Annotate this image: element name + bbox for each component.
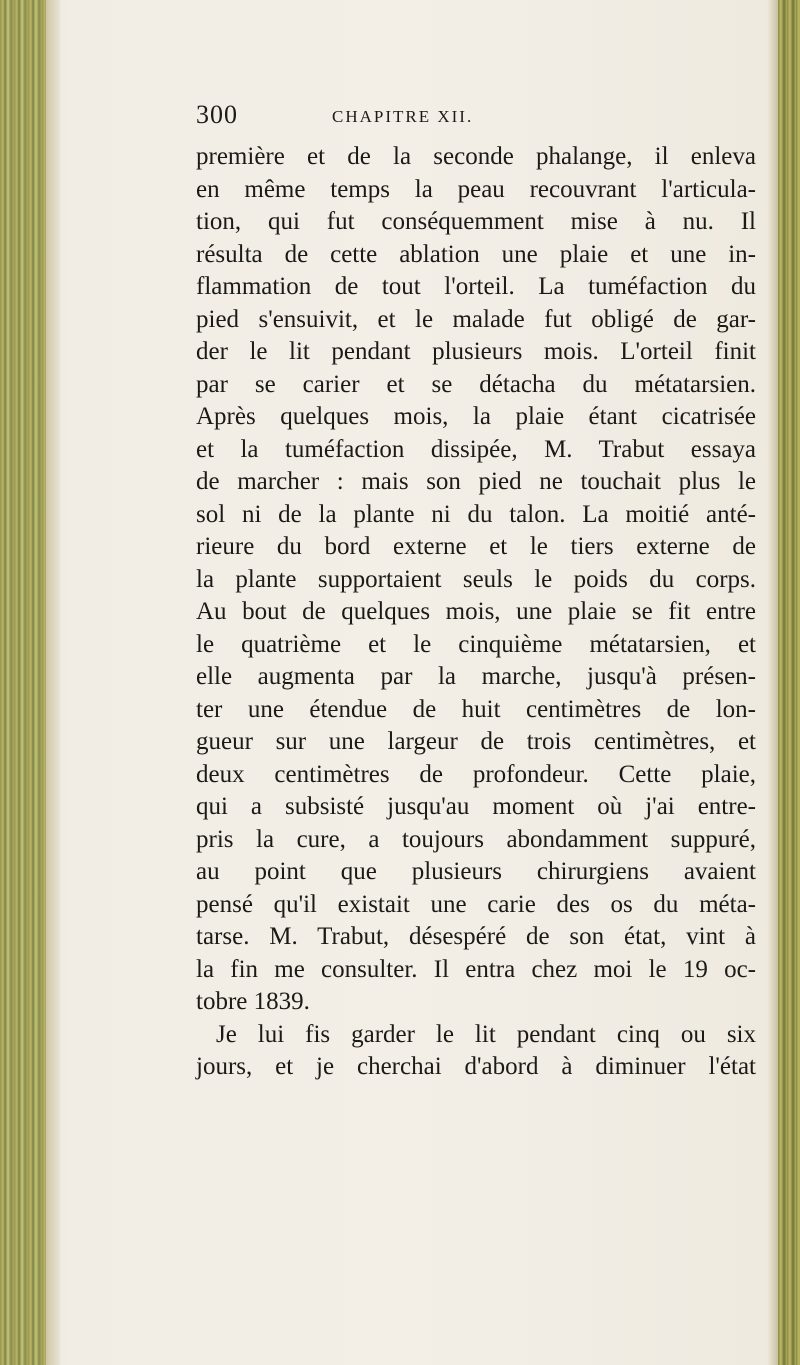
text-line: gueur sur une largeur de trois centimètres, et bbox=[196, 728, 756, 755]
text-line: le quatrième et le cinquième métatarsien, et bbox=[196, 630, 756, 658]
text-line: première et de la seconde phalange, il enleva bbox=[196, 143, 756, 170]
text-line: Au bout de quelques mois, une plaie se fit entre bbox=[196, 598, 756, 625]
text-line: résulta de cette ablation une plaie et une in- bbox=[196, 240, 756, 268]
text-line: rieure du bord externe et le tiers externe de bbox=[196, 533, 756, 560]
text-line: deux centimètres de profondeur. Cette plaie, bbox=[196, 760, 756, 788]
text-line: par se carier et se détacha du métatarsien. bbox=[196, 370, 756, 398]
text-line: flammation de tout l'orteil. La tuméfaction du bbox=[196, 273, 756, 300]
text-line: au point que plusieurs chirurgiens avaient bbox=[196, 858, 756, 885]
paragraph-start-line: Je lui fis garder le lit pendant cinq ou six bbox=[216, 1020, 756, 1048]
text-line: et la tuméfaction dissipée, M. Trabut essaya bbox=[196, 435, 756, 463]
text-line: jours, et je cherchai d'abord à diminuer l'état bbox=[196, 1053, 756, 1080]
text-line: pied s'ensuivit, et le malade fut obligé de gar- bbox=[196, 305, 756, 333]
text-line: qui a subsisté jusqu'au moment où j'ai entre- bbox=[196, 793, 756, 820]
text-line: tion, qui fut conséquemment mise à nu. Il bbox=[196, 208, 756, 235]
paragraph-end-line: tobre 1839. bbox=[196, 988, 310, 1015]
text-line: pris la cure, a toujours abondamment suppuré, bbox=[196, 825, 756, 853]
text-line: de marcher : mais son pied ne touchait plus le bbox=[196, 468, 756, 495]
text-line: Après quelques mois, la plaie étant cicatrisée bbox=[196, 403, 756, 430]
left-page-shadow bbox=[46, 0, 60, 1365]
page-header bbox=[196, 100, 756, 140]
text-line: la fin me consulter. Il entra chez moi le 19 oc- bbox=[196, 955, 756, 983]
right-binding-edge bbox=[778, 0, 800, 1365]
page-number: 300 bbox=[196, 100, 238, 129]
text-line: sol ni de la plante ni du talon. La moitié anté- bbox=[196, 500, 756, 528]
text-line: tarse. M. Trabut, désespéré de son état, vint à bbox=[196, 923, 756, 950]
text-line: ter une étendue de huit centimètres de lon- bbox=[196, 695, 756, 723]
left-binding-edge bbox=[0, 0, 46, 1365]
text-line: elle augmenta par la marche, jusqu'à présen- bbox=[196, 663, 756, 690]
running-head: CHAPITRE XII. bbox=[332, 107, 474, 126]
right-page-shadow bbox=[768, 0, 778, 1365]
body-text bbox=[196, 141, 756, 1084]
text-line: der le lit pendant plusieurs mois. L'orteil finit bbox=[196, 338, 756, 365]
text-line: la plante supportaient seuls le poids du corps. bbox=[196, 565, 756, 593]
text-line: en même temps la peau recouvrant l'articula- bbox=[196, 175, 756, 203]
text-line: pensé qu'il existait une carie des os du méta- bbox=[196, 890, 756, 918]
